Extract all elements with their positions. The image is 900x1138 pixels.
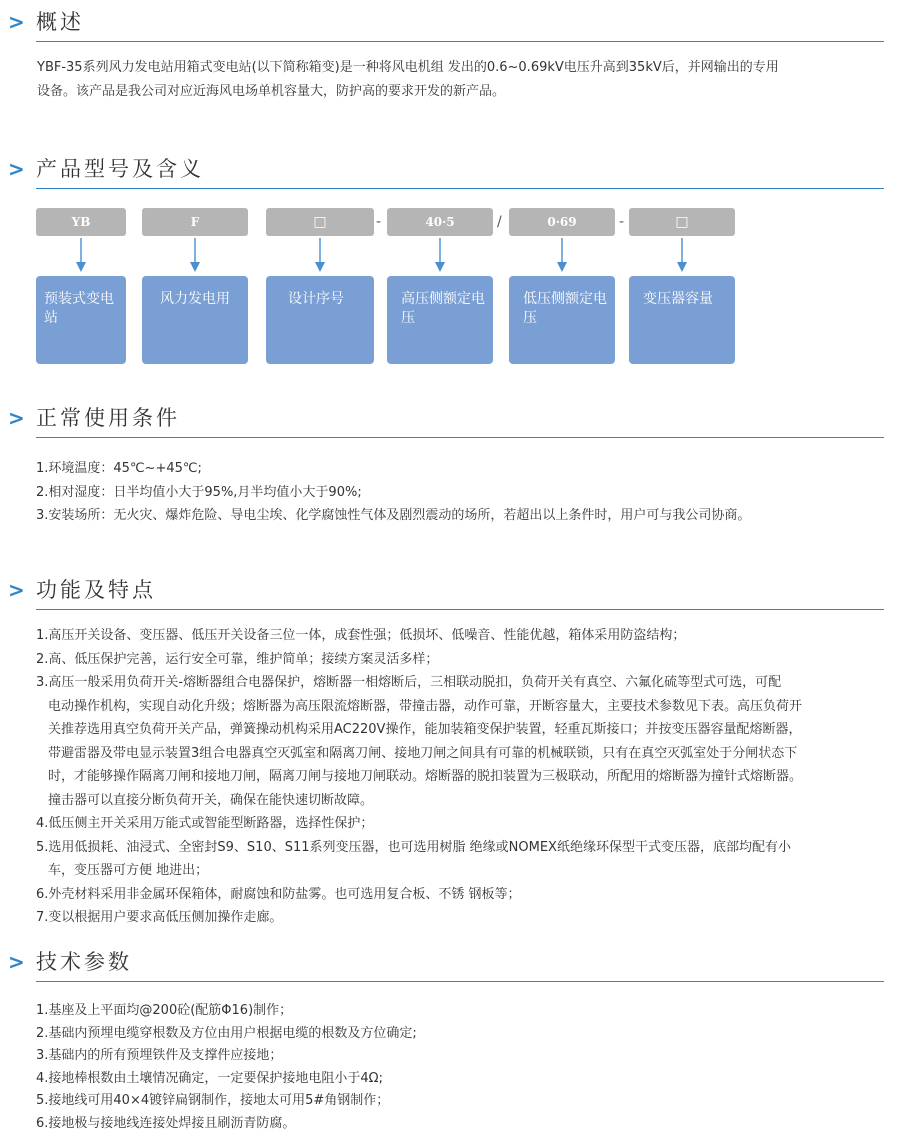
list-item: 3.高压一般采用负荷开关-熔断器组合电器保护，熔断器一相熔断后，三相联动脱扣，负荷开关有真空、六氟化硫等型式可选，可配 <box>36 675 782 690</box>
model-meaning-box: 变压器容量 <box>629 276 735 364</box>
section-title: 产品型号及含义 <box>36 157 204 181</box>
list-item: 撞击器可以直接分断负荷开关，确保在能快速切断故障。 <box>48 792 374 808</box>
arrow-down-icon <box>557 238 567 272</box>
list-item: 1.环境温度：45℃~+45℃; <box>36 461 202 476</box>
divider <box>36 41 884 42</box>
model-code-box: F <box>142 208 248 236</box>
section-header-features <box>0 572 900 612</box>
list-item: 时，才能够操作隔离刀闸和接地刀闸，隔离刀闸与接地刀闸联动。熔断器的脱扣装置为三极联动，所配用的熔断器为撞针式熔断器。 <box>48 769 803 784</box>
model-meaning-box: 风力发电用 <box>142 276 248 364</box>
section-header-model <box>0 151 900 191</box>
overview-text <box>37 56 889 104</box>
section-header-conditions <box>0 400 900 440</box>
list-item: 4.低压侧主开关采用万能式或智能型断路器，选择性保护； <box>36 816 374 831</box>
model-code-box: 0·69 <box>509 208 615 236</box>
model-meaning-box: 预装式变电站 <box>36 276 126 364</box>
list-item: 4.接地棒根数由土壤情况确定，一定要保护接地电阻小于4Ω; <box>36 1070 383 1086</box>
overview-line: 设备。该产品是我公司对应近海风电场单机容量大，防护高的要求开发的新产品。 <box>37 84 506 99</box>
list-item: 带避雷器及带电显示装置3组合电器真空灭弧室和隔离刀闸、接地刀闸之间具有可靠的机械联锁，只有在真空灭弧室处于分闸状态下 <box>48 745 798 761</box>
list-item: 3.基础内的所有预埋铁件及支撑件应接地； <box>36 1048 283 1063</box>
section-title: 功能及特点 <box>36 578 156 602</box>
chevron-right-icon: > <box>8 10 25 34</box>
model-code-box: 40·5 <box>387 208 493 236</box>
list-item: 6.外壳材料采用非金属环保箱体，耐腐蚀和防盐雾。也可选用复合板、不锈 钢板等； <box>36 886 521 902</box>
divider <box>36 188 884 189</box>
list-item: 3.安装场所：无火灾、爆炸危险、导电尘埃、化学腐蚀性气体及剧烈震动的场所，若超出以上条件时，用户可与我公司协商。 <box>36 508 751 523</box>
section-header-tech <box>0 944 900 984</box>
model-code-box: YB <box>36 208 126 236</box>
list-item: 7.变以根据用户要求高低压侧加操作走廊。 <box>36 910 283 925</box>
list-item: 1.基座及上平面均@200砼(配筋Φ16)制作； <box>36 1003 293 1018</box>
model-meaning-box: 设计序号 <box>266 276 374 364</box>
model-separator: - <box>376 214 382 230</box>
list-item: 关推荐选用真空负荷开关产品，弹簧操动机构采用AC220V操作，能加装箱变保护装置，轻重瓦斯接口；并按变压器容量配熔断器， <box>48 722 802 737</box>
divider <box>36 437 884 438</box>
section-title: 概述 <box>36 10 84 34</box>
arrow-down-icon <box>435 238 445 272</box>
list-item: 车，变压器可方便 地进出； <box>48 863 209 878</box>
arrow-down-icon <box>76 238 86 272</box>
list-item: 5.接地线可用40×4镀锌扁钢制作，接地太可用5#角钢制作； <box>36 1093 390 1108</box>
chevron-right-icon: > <box>8 406 25 430</box>
arrow-down-icon <box>190 238 200 272</box>
list-item: 6.接地极与接地线连接处焊接且刷沥青防腐。 <box>36 1115 296 1131</box>
list-item: 电动操作机构，实现自动化升级；熔断器为高压限流熔断器，带撞击器，动作可靠，开断容量大，主要技术参数见下表。高压负荷开 <box>48 698 803 714</box>
model-code-box: □ <box>266 208 374 236</box>
list-item: 2.基础内预埋电缆穿根数及方位由用户根据电缆的根数及方位确定; <box>36 1025 417 1041</box>
section-header-overview <box>0 4 900 44</box>
chevron-right-icon: > <box>8 950 25 974</box>
section-title: 正常使用条件 <box>36 406 180 430</box>
model-meaning-box: 高压侧额定电压 <box>387 276 493 364</box>
list-item: 5.选用低损耗、油浸式、全密封S9、S10、S11系列变压器，也可选用树脂 绝缘或NOMEX纸绝缘环保型干式变压器，底部均配有小 <box>36 839 791 855</box>
list-item: 2.高、低压保护完善，运行安全可靠，维护简单；接续方案灵活多样； <box>36 651 439 667</box>
divider <box>36 981 884 982</box>
section-title: 技术参数 <box>36 950 132 974</box>
chevron-right-icon: > <box>8 157 25 181</box>
model-code-box: □ <box>629 208 735 236</box>
arrow-down-icon <box>677 238 687 272</box>
divider <box>36 609 884 610</box>
arrow-down-icon <box>315 238 325 272</box>
list-item: 1.高压开关设备、变压器、低压开关设备三位一体，成套性强；低损坏、低噪音、性能优越，箱体采用防盗结构； <box>36 628 686 643</box>
tech-list <box>36 1000 892 1135</box>
conditions-list <box>36 457 892 528</box>
model-meaning-box: 低压侧额定电压 <box>509 276 615 364</box>
overview-line: YBF-35系列风力发电站用箱式变电站(以下简称箱变)是一种将风电机组 发出的0.6~0.69kV电压升高到35kV后，并网输出的专用 <box>37 60 779 75</box>
model-separator: - <box>619 214 625 230</box>
list-item: 2.相对湿度：日半均值小大于95%,月半均值小大于90%; <box>36 484 362 500</box>
model-separator: / <box>497 214 502 230</box>
chevron-right-icon: > <box>8 578 25 602</box>
features-list <box>36 624 892 930</box>
